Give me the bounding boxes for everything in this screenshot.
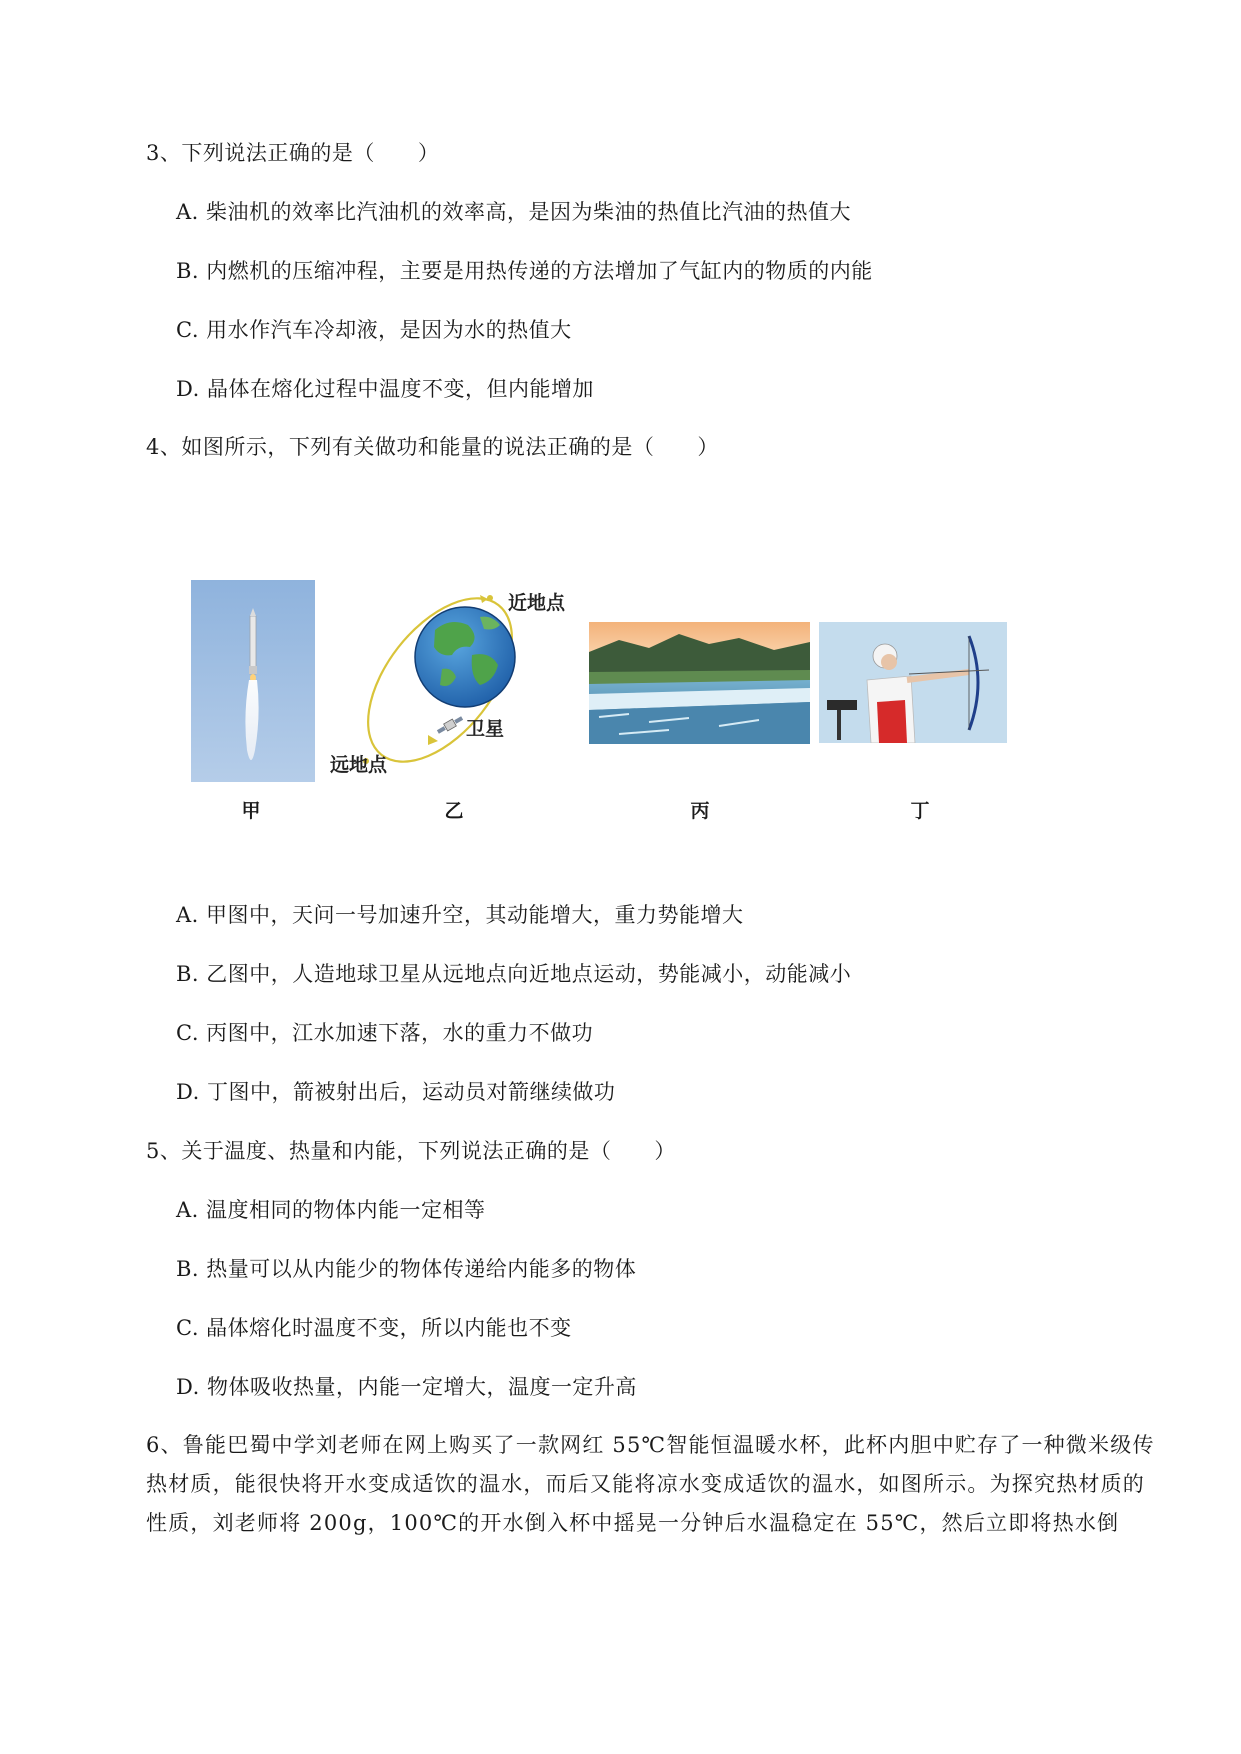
question-3-option-d: D. 晶体在熔化过程中温度不变，但内能增加: [176, 377, 594, 401]
question-4-option-d: D. 丁图中，箭被射出后，运动员对箭继续做功: [176, 1080, 616, 1104]
figure-caption-yi: 乙: [444, 800, 464, 822]
figure-caption-bing: 丙: [690, 800, 710, 822]
question-5-stem: 5、关于温度、热量和内能，下列说法正确的是（ ）: [146, 1139, 676, 1163]
question-3-stem: 3、下列说法正确的是（ ）: [146, 141, 440, 165]
waterfall-image: [589, 622, 810, 744]
rocket-launch-image: [191, 580, 315, 782]
figure-caption-ding: 丁: [910, 800, 930, 822]
question-5-option-c: C. 晶体熔化时温度不变，所以内能也不变: [176, 1316, 572, 1340]
apogee-label: 远地点: [330, 754, 388, 776]
question-4-option-a: A. 甲图中，天问一号加速升空，其动能增大，重力势能增大: [176, 903, 744, 927]
question-4-option-c: C. 丙图中，江水加速下落，水的重力不做功: [176, 1021, 594, 1045]
question-4-stem: 4、如图所示，下列有关做功和能量的说法正确的是（ ）: [146, 435, 719, 459]
question-4-option-b: B. 乙图中，人造地球卫星从远地点向近地点运动，势能减小，动能减小: [176, 962, 852, 986]
perigee-label: 近地点: [508, 592, 566, 614]
question-5-option-d: D. 物体吸收热量，内能一定增大，温度一定升高: [176, 1375, 637, 1399]
question-3-option-c: C. 用水作汽车冷却液，是因为水的热值大: [176, 318, 572, 342]
satellite-label: 卫星: [466, 718, 505, 740]
question-5-option-a: A. 温度相同的物体内能一定相等: [176, 1198, 486, 1222]
question-3-option-b: B. 内燃机的压缩冲程，主要是用热传递的方法增加了气缸内的物质的内能: [176, 259, 873, 283]
question-5-option-b: B. 热量可以从内能少的物体传递给内能多的物体: [176, 1257, 637, 1281]
question-3-option-a: A. 柴油机的效率比汽油机的效率高，是因为柴油的热值比汽油的热值大: [176, 200, 852, 224]
question-6-text: 6、鲁能巴蜀中学刘老师在网上购买了一款网红 55℃智能恒温暖水杯，此杯内胆中贮存了一种微米级传热材质，能很快将开水变成适饮的温水，而后又能将凉水变成适饮的温水，如图所示。为探究热材质的性质，刘老师将 200g，100℃的开水倒入杯中摇晃一分钟后水温稳定在 55℃，然后立即将热水倒: [146, 1433, 1155, 1535]
figure-caption-jia: 甲: [241, 800, 261, 822]
archer-image: [819, 622, 1007, 743]
